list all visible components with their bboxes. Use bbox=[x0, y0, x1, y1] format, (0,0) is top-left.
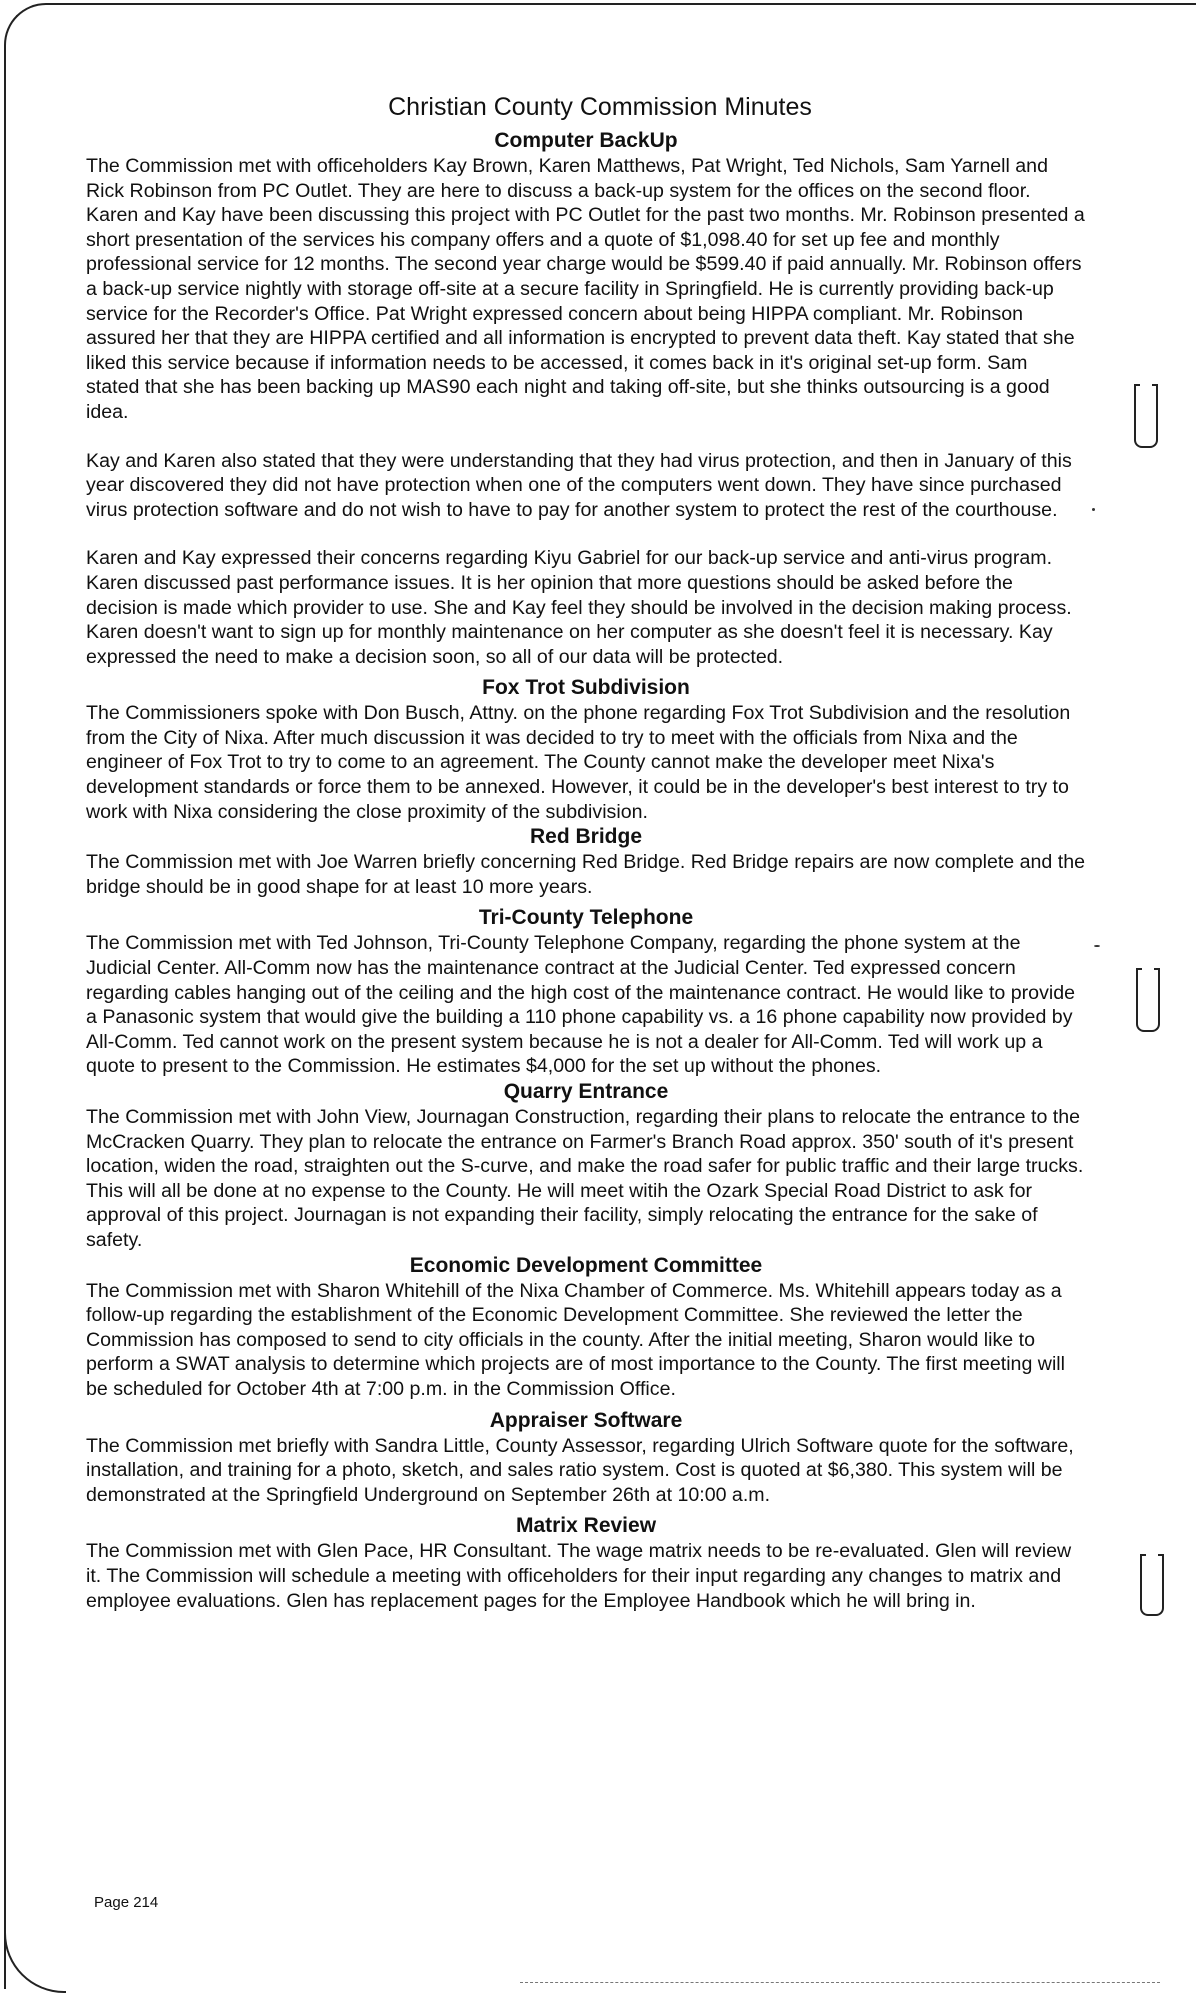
section-heading: Matrix Review bbox=[515, 1514, 657, 1538]
paragraph: The Commission met with Glen Pace, HR Consultant. The wage matrix needs to be re-evaluated. Glen will review it. The Commission will schedule a meeting with officeholders for their input regarding any changes to matrix and employee evaluations. Glen has replacement pages for the Employee Handbook which he will bring in. bbox=[86, 1540, 1072, 1612]
stray-mark bbox=[1092, 508, 1095, 511]
stray-mark bbox=[1094, 945, 1100, 947]
scan-artifact-line bbox=[520, 1982, 1160, 1984]
section-heading: Red Bridge bbox=[529, 825, 642, 849]
page-number: Page 214 bbox=[94, 1894, 159, 1911]
paragraph: The Commission met with officeholders Kay Brown, Karen Matthews, Pat Wright, Ted Nichols, Sam Yarnell and Rick Robinson from PC Outlet. They are here to discuss a back-up system for the offices on the second floor. Karen and Kay have been discussing this project with PC Outlet for the past two months. Mr. Robinson presented a short presentation of the services his company offers and a quote of $1,098.40 for set up fee and monthly professional service for 12 months. The second year charge would be $599.40 if paid annually. Mr. Robinson offers a back-up service nightly with storage off-site at a secure facility in Springfield. He is currently providing back-up service for the Recorder's Office. Pat Wright expressed concern about being HIPPA compliant. Mr. Robinson assured her that they are HIPPA certified and all information is encrypted to prevent data theft. Kay stated that she liked this service because if information needs to be accessed, it comes back in it's original set-up form. Sam stated that she has been backing up MAS90 each night and taking off-site, but she thinks outsourcing is a good idea. bbox=[86, 155, 1085, 423]
paragraph: The Commissioners spoke with Don Busch, Attny. on the phone regarding Fox Trot Subdivision and the resolution from the City of Nixa. After much discussion it was decided to try to meet with the officials from Nixa and the engineer of Fox Trot to try to come to an agreement. The County cannot make the developer meet Nixa's development standards or force them to be annexed. However, it could be in the developer's best interest to try to work with Nixa considering the close proximity of the subdivision. bbox=[86, 702, 1071, 823]
section-quarry-entrance bbox=[86, 1079, 1086, 1253]
section-computer-backup bbox=[86, 128, 1086, 669]
minutes-body bbox=[86, 128, 1086, 1613]
section-tri-county-telephone bbox=[86, 905, 1086, 1079]
margin-bracket-mark bbox=[1140, 1554, 1164, 1616]
section-heading: Quarry Entrance bbox=[503, 1080, 669, 1103]
section-heading: Tri-County Telephone bbox=[478, 906, 694, 930]
section-appraiser-software bbox=[86, 1408, 1086, 1508]
margin-bracket-mark bbox=[1134, 384, 1158, 448]
paragraph: The Commission met with Ted Johnson, Tri-County Telephone Company, regarding the phone system at the Judicial Center. All-Comm now has the maintenance contract at the Judicial Center. Ted expressed concern regarding cables hanging out of the ceiling and the high cost of the maintenance contract. He would like to provide a Panasonic system that would give the building a 110 phone capability vs. a 16 phone capability now provided by All-Comm. Ted cannot work on the present system because he is not a dealer for All-Comm. Ted will work up a quote to present to the Commission. He estimates $4,000 for the set up without the phones. bbox=[86, 932, 1076, 1078]
paragraph: The Commission met with Joe Warren briefly concerning Red Bridge. Red Bridge repairs are now complete and the bridge should be in good shape for at least 10 more years. bbox=[86, 851, 1086, 898]
section-fox-trot-subdivision bbox=[86, 675, 1086, 824]
section-heading: Fox Trot Subdivision bbox=[482, 676, 690, 700]
paragraph: The Commission met with John View, Journagan Construction, regarding their plans to relocate the entrance to the McCracken Quarry. They plan to relocate the entrance on Farmer's Branch Road approx. 350' south of it's present location, widen the road, straighten out the S-curve, and make the road safer for public traffic and their large trucks. This will all be done at no expense to the County. He will meet witih the Ozark Special Road District to ask for approval of this project. Journagan is not expanding their facility, simply relocating the entrance for the sake of safety. bbox=[86, 1106, 1084, 1251]
paragraph: Kay and Karen also stated that they were understanding that they had virus protection, and then in January of this year discovered they did not have protection when one of the computers went down. They have since purchased virus protection software and do not wish to have to pay for another system to protect the rest of the courthouse. bbox=[86, 449, 1072, 521]
section-heading: Appraiser Software bbox=[489, 1408, 683, 1432]
margin-bracket-mark bbox=[1136, 968, 1160, 1032]
section-red-bridge bbox=[86, 824, 1086, 899]
section-matrix-review bbox=[86, 1513, 1086, 1613]
paragraph: Karen and Kay expressed their concerns regarding Kiyu Gabriel for our back-up service and anti-virus program. Karen discussed past performance issues. It is her opinion that more questions should be asked before the decision is made which provider to use. She and Kay feel they should be involved in the decision making process. Karen doesn't want to sign up for monthly maintenance on her computer as she doesn't feel it is necessary. Kay expressed the need to make a decision soon, so all of our data will be protected. bbox=[86, 547, 1072, 668]
paragraph: The Commission met briefly with Sandra Little, County Assessor, regarding Ulrich Software quote for the software, installation, and training for a photo, sketch, and sales ratio system. Cost is quoted at $6,380. This system will be demonstrated at the Springfield Underground on September 26th at 10:00 a.m. bbox=[86, 1434, 1074, 1506]
section-heading: Economic Development Committee bbox=[409, 1253, 763, 1277]
section-heading: Computer BackUp bbox=[494, 129, 678, 152]
document-title: Christian County Commission Minutes bbox=[388, 92, 812, 121]
paragraph: The Commission met with Sharon Whitehill of the Nixa Chamber of Commerce. Ms. Whitehill appears today as a follow-up regarding the establishment of the Economic Development Committee. She reviewed the letter the Commission has composed to send to city officials in the county. After the initial meeting, Sharon would like to perform a SWAT analysis to determine which projects are of most importance to the County. The first meeting will be scheduled for October 4th at 7:00 p.m. in the Commission Office. bbox=[86, 1279, 1065, 1400]
section-economic-development-committee bbox=[86, 1253, 1086, 1402]
